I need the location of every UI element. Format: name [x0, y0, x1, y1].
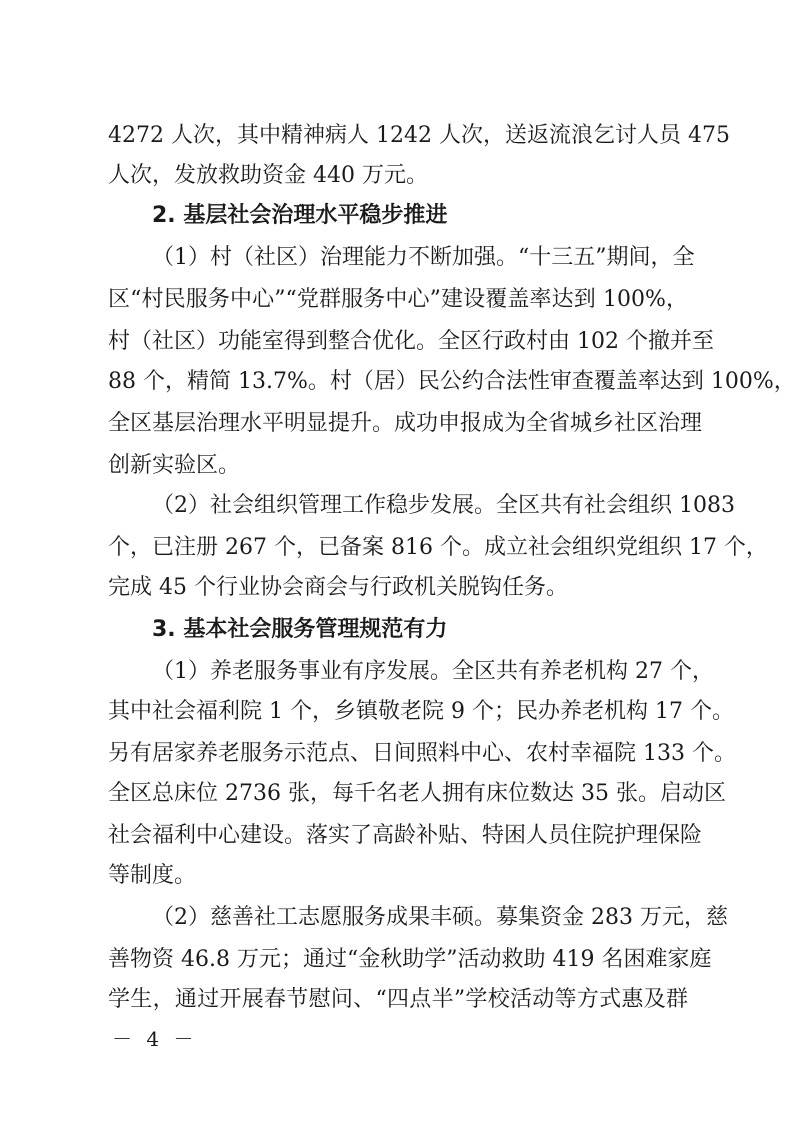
body-line: 村（社区）功能室得到整合优化。全区行政村由 102 个撤并至 [108, 329, 714, 354]
body-line: （1）养老服务事业有序发展。全区共有养老机构 27 个， [152, 659, 714, 684]
section-heading: 2. 基层社会治理水平稳步推进 [152, 203, 448, 228]
body-line: （1）村（社区）治理能力不断加强。“十三五”期间，全 [152, 245, 695, 270]
body-line: （2）社会组织管理工作稳步发展。全区共有社会组织 1083 [152, 493, 735, 518]
body-line: 另有居家养老服务示范点、日间照料中心、农村幸福院 133 个。 [108, 741, 736, 766]
body-line: 社会福利中心建设。落实了高龄补贴、特困人员住院护理保险 [108, 823, 703, 848]
body-line: 个，已注册 267 个，已备案 816 个。成立社会组织党组织 17 个， [108, 535, 768, 560]
body-line: 人次，发放救助资金 440 万元。 [108, 163, 428, 188]
body-line: 善物资 46.8 万元；通过“金秋助学”活动救助 419 名困难家庭 [108, 947, 712, 972]
body-line: （2）慈善社工志愿服务成果丰硕。募集资金 283 万元，慈 [152, 905, 728, 930]
body-line: 4272 人次，其中精神病人 1242 人次，送返流浪乞讨人员 475 [108, 123, 730, 148]
body-line: 全区基层治理水平明显提升。成功申报成为全省城乡社区治理 [108, 411, 703, 436]
body-line: 创新实验区。 [108, 453, 241, 478]
page-number: － 4 － [112, 1027, 198, 1051]
body-line: 完成 45 个行业协会商会与行政机关脱钩任务。 [108, 575, 568, 600]
body-line: 88 个，精简 13.7%。村（居）民公约合法性审查覆盖率达到 100%， [108, 369, 796, 394]
body-line: 学生，通过开展春节慰问、“四点半”学校活动等方式惠及群 [108, 987, 688, 1012]
body-line: 其中社会福利院 1 个，乡镇敬老院 9 个；民办养老机构 17 个。 [108, 699, 734, 724]
section-heading: 3. 基本社会服务管理规范有力 [152, 617, 448, 642]
body-line: 等制度。 [108, 863, 197, 888]
body-line: 全区总床位 2736 张，每千名老人拥有床位数达 35 张。启动区 [108, 781, 726, 806]
body-line: 区“村民服务中心”“党群服务中心”建设覆盖率达到 100%， [108, 287, 688, 312]
